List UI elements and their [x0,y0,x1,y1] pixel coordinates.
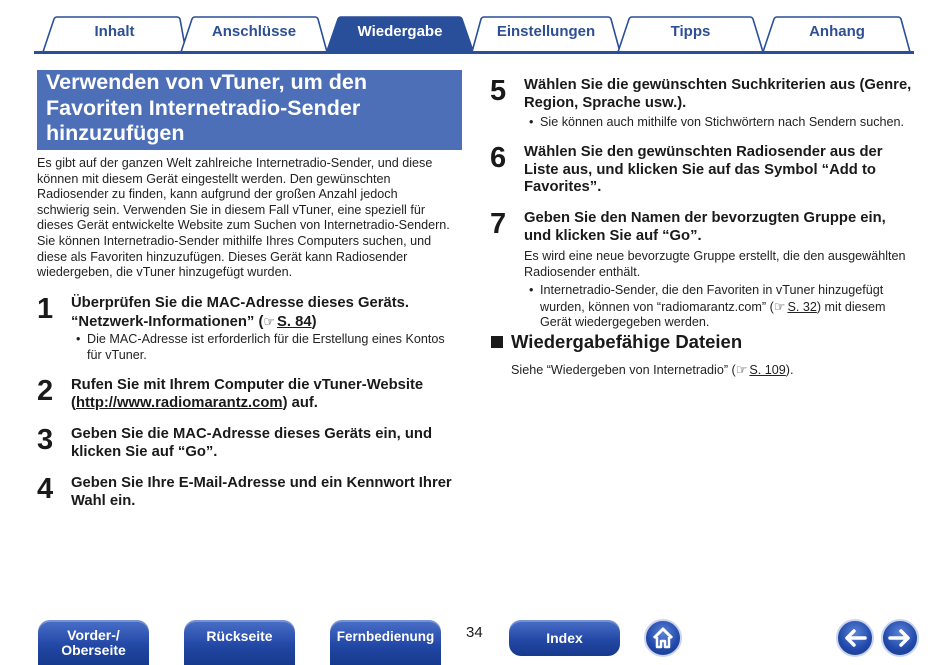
home-icon [646,621,680,655]
bullet-line: Gerät wiedergegeben werden. [540,315,710,330]
step-number: 3 [37,424,54,456]
step-heading-line: klicken Sie auf “Go”. [71,443,218,460]
step-bullet [74,332,445,363]
tab-inhalt[interactable] [42,16,187,52]
section-text-part: ). [785,363,794,377]
step-5 [490,75,930,135]
tab-anhang[interactable] [762,16,912,52]
intro-paragraph [37,156,467,281]
bullet-line: für vTuner. [87,347,147,362]
page-number: 34 [466,624,483,641]
step-heading [71,426,432,461]
section-title: Wiedergabefähige Dateien [511,331,743,352]
step-number: 1 [37,293,54,325]
step-heading [524,144,883,197]
step-heading [71,295,409,331]
step-bullet [527,115,904,131]
arrow-right-icon [883,621,917,655]
tab-label: Tipps [670,23,711,40]
bullet-dot: • [76,332,81,346]
index-button[interactable] [509,620,620,656]
step-7 [490,208,930,333]
website-link[interactable]: http://www.radiomarantz.com [75,394,283,411]
bullet-text: wurden, können von “radiomarantz.com” ( [540,299,774,314]
step-1 [37,293,467,368]
step-number: 4 [37,473,54,505]
button-label: Vorder-/ [67,626,120,643]
bullet-text: ) mit diesem [816,299,886,314]
intro-line: können mit diesem Gerät eingestellt werden. Den gewünschten [37,171,391,186]
intro-line: dieses Gerät entwickelte Website zum Suchen von Internetradio-Sendern. [37,218,450,233]
heading-text: ) [311,313,317,330]
para-line: Es wird eine neue bevorzugte Gruppe erstellt, die den ausgewählten [524,249,906,263]
intro-line: wiedergeben, die vTuner hinzugefügt wurden. [37,265,293,280]
page-title-line: Verwenden von vTuner, um den [46,70,367,94]
bullet-line: Sie können auch mithilfe von Stichwörtern nach Sendern suchen. [540,115,905,129]
tab-label: Einstellungen [496,23,596,40]
bullet-line [540,299,885,316]
step-heading [524,77,911,112]
intro-line: diese als Favoriten hinzuzufügen. Dieses Gerät kann Radiosender [37,249,408,264]
section-text-part: Siehe “Wiedergeben von Internetradio” ( [511,363,736,377]
button-label: Oberseite [61,641,126,658]
tab-label: Anhang [809,23,865,40]
page-ref-text: S. 84 [277,313,312,330]
heading-text: ( [71,394,76,411]
intro-line: Sie können Internetradio-Sender mithilfe Ihres Computers suchen, und [37,233,432,248]
step-number: 6 [490,142,507,174]
step-heading-line: Geben Sie die MAC-Adresse dieses Geräts ein, und [71,426,432,442]
button-label: Rückseite [206,628,273,644]
step-6 [490,142,930,202]
step-heading-line: und klicken Sie auf “Go”. [524,227,702,244]
step-bullet [527,283,885,331]
step-heading-line: Liste aus, und klicken Sie auf das Symbol “Add to [524,161,876,178]
rear-button[interactable] [184,620,295,665]
page-title-box [37,70,462,150]
step-4 [37,473,467,513]
page-ref-text: S. 32 [787,299,817,314]
intro-line: Radiosender zu finden, kann aufgrund der großen Anzahl jedoch [37,187,398,202]
section-text [511,362,794,378]
step-heading-line: Wählen Sie die gewünschten Suchkriterien aus (Genre, [524,77,912,93]
tab-label: Wiedergabe [357,23,443,40]
page-title-line: Favoriten Internetradio-Sender [46,95,361,120]
page-ref-link[interactable] [263,314,311,330]
para-line: Radiosender enthält. [524,264,641,279]
arrow-left-icon [838,621,872,655]
forward-button[interactable] [881,619,919,657]
step-heading-line: Geben Sie den Namen der bevorzugten Gruppe ein, [524,210,886,226]
tab-tipps[interactable] [617,16,764,52]
front-top-button[interactable] [38,620,149,665]
tab-einstellungen[interactable] [471,16,621,52]
page-ref-link[interactable] [736,363,786,377]
step-heading-line [71,395,423,413]
button-label: Fernbedienung [336,629,435,644]
step-heading [524,210,886,245]
step-heading-line: Favorites”. [524,179,602,195]
step-number: 7 [490,208,507,240]
tab-baseline [34,51,914,54]
bullet-dot: • [529,115,534,129]
section-square-icon [491,336,503,348]
top-tab-bar [34,16,914,54]
page-title-line: hinzuzufügen [46,121,185,145]
page-ref-link[interactable] [774,300,817,314]
tab-anschluesse[interactable] [180,16,328,52]
step-heading-line: Überprüfen Sie die MAC-Adresse dieses Geräts. [71,295,409,311]
step-paragraph [524,249,906,280]
tab-label: Inhalt [94,23,135,40]
step-number: 2 [37,375,54,407]
bullet-dot: • [529,283,534,297]
heading-text: “Netzwerk-Informationen” ( [71,313,264,330]
intro-line: schwierig sein. Verwenden Sie in diesem Fall vTuner, eine speziell für [37,202,426,217]
step-heading-line: Wählen Sie den gewünschten Radiosender aus der [524,144,883,160]
step-number: 5 [490,75,507,107]
hand-pointer-icon: ☞ [263,313,276,329]
tab-wiedergabe[interactable] [326,16,474,52]
step-heading-line: Wahl ein. [71,492,136,509]
remote-button[interactable] [330,620,441,665]
step-3 [37,424,467,464]
step-heading-line: Rufen Sie mit Ihrem Computer die vTuner-Website [71,377,424,393]
step-heading-line: Geben Sie Ihre E-Mail-Adresse und ein Kennwort Ihrer [71,475,452,491]
bullet-line: Internetradio-Sender, die den Favoriten in vTuner hinzugefügt [540,283,884,297]
step-heading [71,377,423,412]
bullet-line: Die MAC-Adresse ist erforderlich für die Erstellung eines Kontos [87,332,445,346]
heading-text: ) auf. [282,394,318,411]
back-button[interactable] [836,619,874,657]
step-heading-line [71,313,409,332]
step-2 [37,375,467,415]
hand-pointer-icon: ☞ [773,298,786,314]
step-heading-line: Region, Sprache usw.). [524,94,687,111]
page-ref-text: S. 109 [749,363,786,377]
intro-line: Es gibt auf der ganzen Welt zahlreiche Internetradio-Sender, und diese [37,156,433,170]
home-button[interactable] [644,619,682,657]
tab-label: Anschlüsse [211,23,297,40]
step-heading [71,475,452,510]
button-label: Index [546,629,583,646]
hand-pointer-icon: ☞ [735,362,748,377]
